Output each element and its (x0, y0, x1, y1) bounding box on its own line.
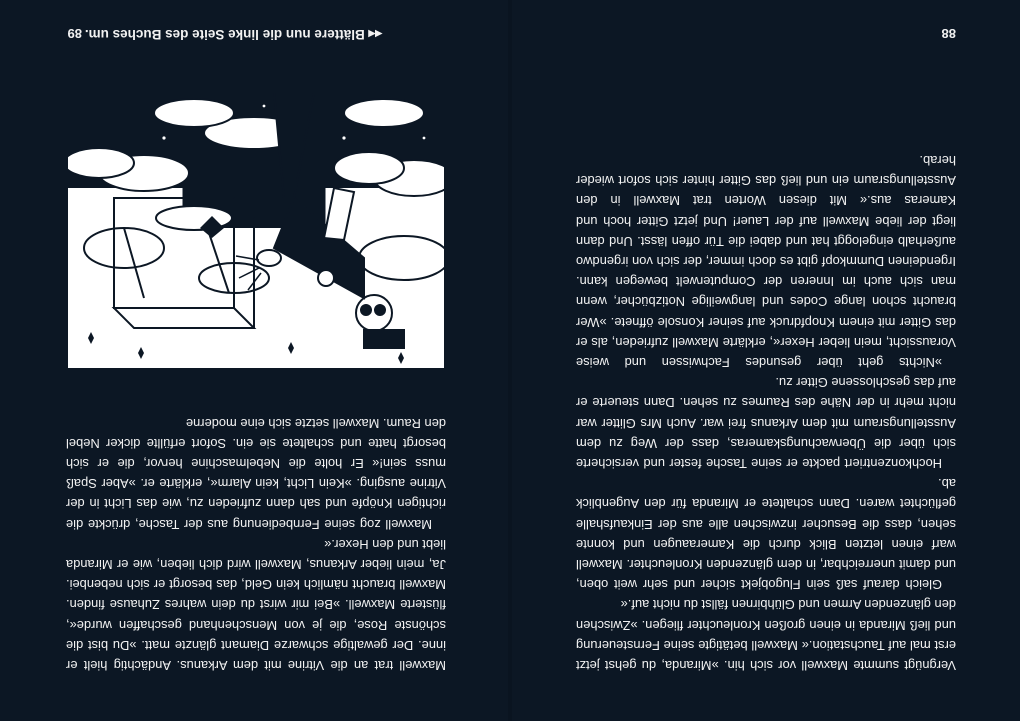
left-page-text (576, 150, 956, 675)
navigation-hint: ◂◂ Blättere nun die linke Seite des Buches um. (84, 27, 382, 42)
paragraph: Maxwell zog seine Fernbedienung aus der Tasche, drückte die richtigen Knöpfe und sah dann zufrieden zu, wie das Licht in der Vitrine ausging. »Kein Licht, kein Alarm«, erklärte er. »Aber Spaß muss sein!« Er holte die Nebelmaschine hervor, die er sich besorgt hatte und schaltete sie ein. Sofort erfüllte dicker Nebel den Raum. Maxwell setzte sich eine moderne (66, 415, 446, 532)
illustration-drawing (68, 92, 444, 368)
paragraph: Hochkonzentriert packte er seine Tasche fester und versicherte sich über die Überwachungskameras, dass der Weg zu dem Ausstellungsraum mit dem Arkanus frei war. Auch Mrs Glitter war nicht mehr in der Nähe des Raumes zu sehen. Dann steuerte er auf das geschlossene Gitter zu. (576, 375, 956, 471)
paragraph: Gleich darauf saß sein Flugobjekt sicher und sehr weit oben, und damit unerreichbar, in dem glänzenden Kronleuchter. Maxwell warf einen letzten Blick durch die Kameraaugen und konnte sehen, dass die Besucher inzwischen alle aus der Einkaufshalle geflüchtet waren. Dann schaltete er Miranda für den Augenblick ab. (576, 476, 956, 593)
comic-heist-illustration (66, 90, 446, 370)
paragraph: Maxwell trat an die Vitrine mit dem Arkanus. Andächtig hielt er inne. Der gewaltige schwarze Diamant glänzte matt. »Du bist die schönste Rose, die je von Menschenhand geschaffen wurde«, flüsterte Maxwell. »Bei mir wirst du dein wahres Zuhause finden. Maxwell braucht nämlich kein Geld, das besorgt er sich nebenbei. Ja, mein lieber Arkanus, Maxwell wird dich lieben, wie er Miranda liebt und den Hexer.« (66, 536, 446, 673)
page-number-left: 88 (941, 26, 956, 41)
left-page (510, 0, 1020, 721)
right-page-text (66, 412, 446, 675)
paragraph: »Nichts geht über gesundes Fachwissen und weise Voraussicht, mein lieber Hexer«, erklärte Maxwell zufrieden, als er das Gitter mit einem Knopfdruck auf seiner Konsole öffnete. »Wer braucht schon lange Codes und langweilige Notizbücher, wenn man sich auch im Inneren der Computerwelt bewegen kann. Irgendeinen Dummkopf gibt es doch immer, der sich von irgendwo außerhalb eingeloggt hat und dabei die Tür offen lässt. Und dann liegt der liebe Maxwell auf der Lauer! Und jetzt Gitter hoch und Kameras aus.« Mit diesen Worten trat Maxwell in den Ausstellungsraum ein und ließ das Gitter hinter sich sofort wieder herab. (576, 152, 956, 370)
paragraph: Vergnügt summte Maxwell vor sich hin. »Miranda, du gehst jetzt erst mal auf Tauchstation.« Maxwell betätigte seine Fernsteuerung und ließ Miranda in einen großen Kronleuchter fliegen. »Zwischen den glänzenden Armen und Glühbirnen fällst du nicht auf.« (576, 597, 956, 673)
page-number-right: 89 (67, 26, 82, 41)
